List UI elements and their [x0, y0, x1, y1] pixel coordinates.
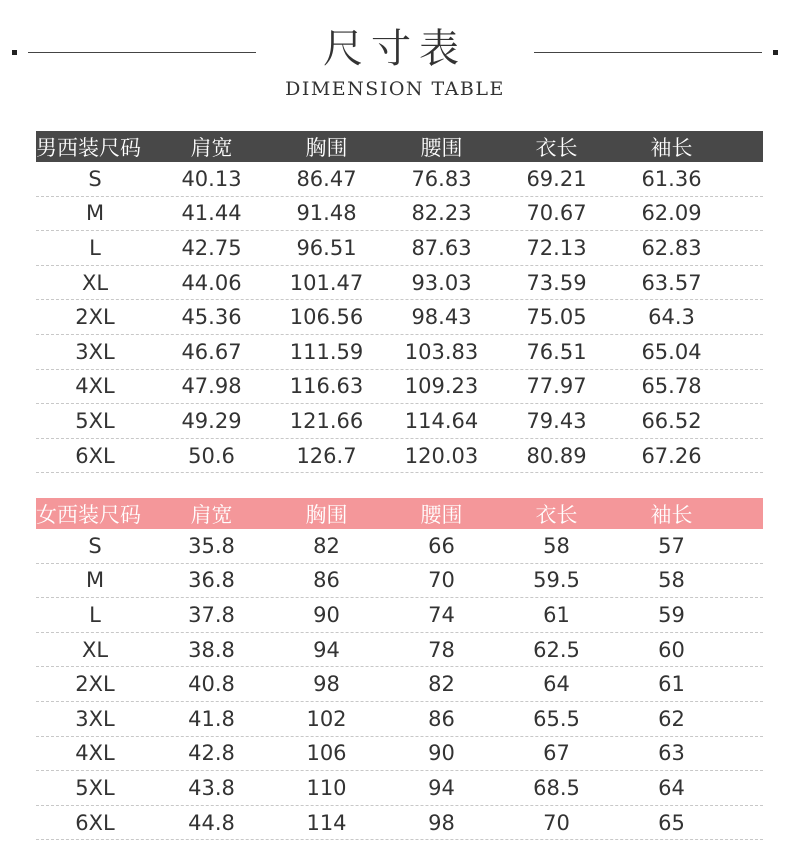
cell-waist: 76.83 [411, 166, 472, 191]
cell-length: 73.59 [526, 270, 587, 295]
cell-shoulder: 37.8 [188, 602, 235, 627]
cell-sleeve: 65.78 [641, 374, 702, 399]
cell-shoulder: 49.29 [181, 408, 242, 433]
cell-sleeve: 67.26 [641, 443, 702, 468]
table-row [36, 266, 763, 301]
table-row [36, 370, 763, 405]
header-cell-chest: 胸围 [305, 135, 348, 160]
cell-waist: 82 [428, 672, 455, 697]
cell-shoulder: 45.36 [181, 305, 242, 330]
cell-waist: 87.63 [411, 235, 472, 260]
cell-size: L [89, 235, 101, 260]
cell-size: S [88, 166, 102, 191]
header-cell-length: 衣长 [535, 502, 578, 527]
cell-size: S [88, 533, 102, 558]
cell-chest: 106 [306, 741, 347, 766]
cell-sleeve: 64 [658, 775, 685, 800]
cell-waist: 70 [428, 568, 455, 593]
cell-sleeve: 61.36 [641, 166, 702, 191]
cell-length: 68.5 [533, 775, 580, 800]
cell-chest: 101.47 [289, 270, 364, 295]
cell-length: 70.67 [526, 201, 587, 226]
table-row [36, 598, 763, 633]
page-title: 尺寸表 [323, 26, 467, 72]
cell-length: 72.13 [526, 235, 587, 260]
cell-chest: 110 [306, 775, 347, 800]
cell-shoulder: 42.8 [188, 741, 235, 766]
cell-waist: 114.64 [404, 408, 479, 433]
men-table-body [36, 162, 763, 473]
cell-length: 58 [543, 533, 570, 558]
cell-size: 2XL [75, 672, 115, 697]
cell-length: 70 [543, 810, 570, 835]
cell-size: L [89, 602, 101, 627]
men-size-table [36, 131, 763, 473]
cell-length: 77.97 [526, 374, 587, 399]
cell-waist: 98 [428, 810, 455, 835]
cell-shoulder: 43.8 [188, 775, 235, 800]
cell-chest: 90 [313, 602, 340, 627]
cell-size: 3XL [75, 339, 115, 364]
cell-waist: 82.23 [411, 201, 472, 226]
cell-chest: 102 [306, 706, 347, 731]
cell-size: 3XL [75, 706, 115, 731]
cell-size: 4XL [75, 374, 115, 399]
cell-sleeve: 62.83 [641, 235, 702, 260]
cell-shoulder: 44.8 [188, 810, 235, 835]
table-row [36, 335, 763, 370]
header-cell-length: 衣长 [535, 135, 578, 160]
cell-sleeve: 61 [658, 672, 685, 697]
cell-waist: 109.23 [404, 374, 479, 399]
table-row [36, 197, 763, 232]
cell-waist: 93.03 [411, 270, 472, 295]
cell-length: 80.89 [526, 443, 587, 468]
cell-waist: 86 [428, 706, 455, 731]
table-row [36, 162, 763, 197]
cell-chest: 94 [313, 637, 340, 662]
women-table-header [36, 498, 763, 529]
table-row [36, 439, 763, 474]
table-row [36, 702, 763, 737]
table-row [36, 667, 763, 702]
cell-shoulder: 40.13 [181, 166, 242, 191]
cell-length: 59.5 [533, 568, 580, 593]
cell-sleeve: 58 [658, 568, 685, 593]
cell-shoulder: 47.98 [181, 374, 242, 399]
cell-chest: 96.51 [296, 235, 357, 260]
cell-shoulder: 40.8 [188, 672, 235, 697]
cell-shoulder: 46.67 [181, 339, 242, 364]
cell-sleeve: 62.09 [641, 201, 702, 226]
table-row [36, 771, 763, 806]
cell-chest: 116.63 [289, 374, 364, 399]
cell-shoulder: 44.06 [181, 270, 242, 295]
cell-shoulder: 50.6 [188, 443, 235, 468]
cell-sleeve: 63.57 [641, 270, 702, 295]
table-row [36, 633, 763, 668]
cell-length: 64 [543, 672, 570, 697]
header-cell-sleeve: 袖长 [650, 502, 693, 527]
cell-waist: 103.83 [404, 339, 479, 364]
cell-shoulder: 36.8 [188, 568, 235, 593]
table-row [36, 404, 763, 439]
cell-size: XL [81, 270, 109, 295]
cell-shoulder: 42.75 [181, 235, 242, 260]
cell-sleeve: 60 [658, 637, 685, 662]
cell-chest: 91.48 [296, 201, 357, 226]
cell-length: 75.05 [526, 305, 587, 330]
header-cell-waist: 腰围 [420, 135, 463, 160]
cell-size: M [85, 201, 105, 226]
decorative-dot-right [773, 50, 778, 55]
cell-size: 6XL [75, 443, 115, 468]
cell-sleeve: 65 [658, 810, 685, 835]
cell-waist: 78 [428, 637, 455, 662]
header-cell-shoulder: 肩宽 [190, 502, 233, 527]
cell-length: 65.5 [533, 706, 580, 731]
cell-shoulder: 41.44 [181, 201, 242, 226]
header-cell-shoulder: 肩宽 [190, 135, 233, 160]
page-subtitle: DIMENSION TABLE [285, 78, 505, 100]
decorative-line-right [534, 52, 762, 53]
women-size-table [36, 498, 763, 840]
cell-sleeve: 64.3 [648, 305, 695, 330]
cell-shoulder: 41.8 [188, 706, 235, 731]
header-cell-size: 女西装尺码 [36, 502, 141, 527]
cell-size: 6XL [75, 810, 115, 835]
header-cell-chest: 胸围 [305, 502, 348, 527]
cell-chest: 121.66 [289, 408, 364, 433]
table-row [36, 529, 763, 564]
cell-sleeve: 66.52 [641, 408, 702, 433]
header-cell-waist: 腰围 [420, 502, 463, 527]
cell-waist: 74 [428, 602, 455, 627]
cell-length: 69.21 [526, 166, 587, 191]
cell-length: 67 [543, 741, 570, 766]
cell-length: 76.51 [526, 339, 587, 364]
cell-chest: 106.56 [289, 305, 364, 330]
cell-waist: 94 [428, 775, 455, 800]
cell-chest: 86 [313, 568, 340, 593]
women-table-body [36, 529, 763, 840]
cell-size: M [85, 568, 105, 593]
cell-chest: 111.59 [289, 339, 364, 364]
cell-size: 5XL [75, 775, 115, 800]
cell-length: 62.5 [533, 637, 580, 662]
cell-size: XL [81, 637, 109, 662]
cell-waist: 120.03 [404, 443, 479, 468]
table-row [36, 231, 763, 266]
cell-sleeve: 65.04 [641, 339, 702, 364]
page-header [0, 0, 790, 110]
cell-sleeve: 59 [658, 602, 685, 627]
cell-chest: 126.7 [296, 443, 357, 468]
cell-waist: 90 [428, 741, 455, 766]
cell-sleeve: 57 [658, 533, 685, 558]
cell-waist: 66 [428, 533, 455, 558]
cell-size: 2XL [75, 305, 115, 330]
cell-size: 4XL [75, 741, 115, 766]
cell-chest: 114 [306, 810, 347, 835]
cell-waist: 98.43 [411, 305, 472, 330]
cell-sleeve: 63 [658, 741, 685, 766]
men-table-header [36, 131, 763, 162]
cell-shoulder: 38.8 [188, 637, 235, 662]
header-cell-sleeve: 袖长 [650, 135, 693, 160]
cell-chest: 82 [313, 533, 340, 558]
cell-sleeve: 62 [658, 706, 685, 731]
cell-size: 5XL [75, 408, 115, 433]
table-row [36, 300, 763, 335]
table-row [36, 806, 763, 841]
header-cell-size: 男西装尺码 [36, 135, 141, 160]
cell-shoulder: 35.8 [188, 533, 235, 558]
cell-length: 79.43 [526, 408, 587, 433]
table-row [36, 564, 763, 599]
cell-chest: 98 [313, 672, 340, 697]
cell-length: 61 [543, 602, 570, 627]
cell-chest: 86.47 [296, 166, 357, 191]
table-row [36, 737, 763, 772]
